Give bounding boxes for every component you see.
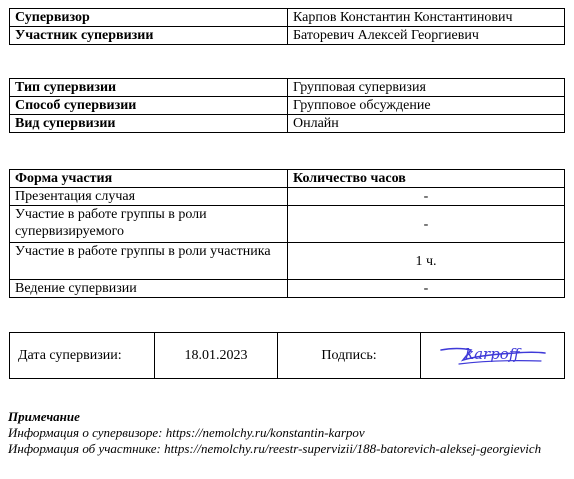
table-header-row	[10, 170, 565, 188]
form-cell: Участие в работе группы в роли супервизируемого	[10, 206, 288, 243]
date-label: Дата супервизии:	[10, 333, 155, 379]
supervision-details-table	[9, 78, 565, 133]
notes-heading: Примечание	[8, 409, 80, 424]
table-row	[10, 243, 565, 280]
participants-table	[9, 8, 565, 45]
signature-label: Подпись:	[278, 333, 421, 379]
table-row	[10, 79, 565, 97]
participant-value: Баторевич Алексей Георгиевич	[288, 27, 565, 45]
kind-value: Онлайн	[288, 115, 565, 133]
method-value: Групповое обсуждение	[288, 97, 565, 115]
table-row	[10, 188, 565, 206]
table-row	[10, 333, 565, 379]
hours-cell: 1 ч.	[288, 243, 565, 280]
supervisor-label: Супервизор	[10, 9, 288, 27]
type-label: Тип супервизии	[10, 79, 288, 97]
participation-hours-table	[9, 169, 565, 298]
supervisor-info-line: Информация о супервизоре: https://nemolchy.ru/konstantin-karpov	[8, 425, 365, 440]
table-row	[10, 115, 565, 133]
method-label: Способ супервизии	[10, 97, 288, 115]
svg-text:karpoff: karpoff	[464, 344, 519, 363]
notes-section	[8, 409, 568, 457]
table-row	[10, 9, 565, 27]
table-row	[10, 97, 565, 115]
participant-label: Участник супервизии	[10, 27, 288, 45]
table-row	[10, 27, 565, 45]
form-cell: Ведение супервизии	[10, 280, 288, 298]
kind-label: Вид супервизии	[10, 115, 288, 133]
handwritten-signature	[437, 340, 549, 372]
hours-cell: -	[288, 206, 565, 243]
hours-cell: -	[288, 280, 565, 298]
form-cell: Презентация случая	[10, 188, 288, 206]
date-value: 18.01.2023	[155, 333, 278, 379]
hours-cell: -	[288, 188, 565, 206]
hours-column-header: Количество часов	[288, 170, 565, 188]
table-row	[10, 280, 565, 298]
form-cell: Участие в работе группы в роли участника	[10, 243, 288, 280]
form-column-header: Форма участия	[10, 170, 288, 188]
signature-cell	[421, 333, 565, 379]
type-value: Групповая супервизия	[288, 79, 565, 97]
supervisor-value: Карпов Константин Константинович	[288, 9, 565, 27]
table-row	[10, 206, 565, 243]
signature-table	[9, 332, 565, 379]
participant-info-line: Информация об участнике: https://nemolchy.ru/reestr-supervizii/188-batorevich-aleksej-georgievich	[8, 441, 542, 456]
